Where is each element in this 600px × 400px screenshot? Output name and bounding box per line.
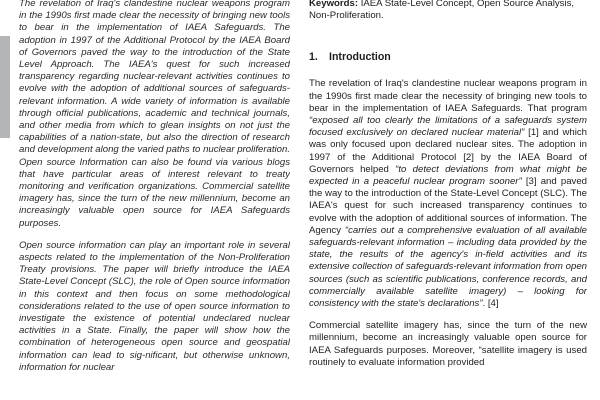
section-title: Introduction	[329, 51, 391, 64]
intro-p1-quote-2: “to detect deviations from what might be expected in a peaceful nuclear program sooner”	[309, 163, 587, 188]
intro-p1-text-g: . [4]	[482, 298, 499, 310]
abstract-column	[19, 0, 290, 400]
section-heading-introduction	[309, 51, 587, 64]
section-number: 1.	[309, 51, 318, 64]
introduction-paragraph-2: Commercial satellite imagery has, since the turn of the new millennium, become an increasingly valuable open source for IAEA Safeguards purposes. Moreover, “satellite imagery is used routinely to evaluate information provided	[309, 320, 587, 368]
introduction-paragraph-1	[309, 78, 587, 310]
keywords-text: IAEA State-Level Concept, Open Source Analysis, Non-Proliferation.	[309, 0, 575, 22]
keywords-label: Keywords:	[309, 0, 359, 9]
keywords-line	[309, 0, 587, 22]
intro-p1-text-e: [3] and paved the way to the introduction of the State-Level Concept (SLC). The IAEA's quest for such increased transparency continues to evolve with the adoption of additional sources of information. The Agency	[309, 176, 587, 236]
body-column	[309, 0, 587, 400]
intro-p1-quote-1: “exposed all too clearly the limitations of a safeguards system focused exclusively on declared nuclear material”	[309, 115, 587, 139]
abstract-paragraph-2: Open source information can play an important role in several aspects related to the implementation of the Non-Proliferation Treaty provisions. The paper will briefly introduce the IAEA State-Level Concept (SLC), the role of Open source information in this context and then focus on some methodological considerations related to the use of open source information to investigate the existence of potential undeclared nuclear activities in a State. Finally, the paper will show how the combination of heterogeneous open source and geospatial information can lead to sig-nificant, but otherwise unknown, information for nuclear	[19, 239, 290, 373]
section-tab-marker	[0, 36, 10, 138]
intro-p1-text-a: The revelation of Iraq's clandestine nuclear weapons program in the 1990s first made clear the necessity of bringing new tools to bear in the implementation of IAEA Safeguards. That program	[309, 78, 587, 114]
abstract-paragraph-1: The revelation of Iraq's clandestine nuclear weapons program in the 1990s first made clear the necessity of bringing new tools to bear in the implementation of IAEA Safeguards. The adoption in 1997 of the Additional Protocol by the IAEA Board of Governors paved the way to the introduction of the State Level Approach. The IAEA's quest for such increased transparency regarding nuclear-relevant activities continues to evolve with the adoption of additional sources of safeguards-relevant information. A wide variety of information is available through official publications, academic and technical journals, and other media from which to glean insights on not just the capabilities of a nation-state, but also the direction of research and development along the varied paths to nuclear proliferation. Open source Information can also be found via various blogs that have particular areas of interest relevant to treaty monitoring and verification organizations. Commercial satellite imagery has, since the turn of the new millennium, become an increasingly valuable open source for IAEA Safeguards purposes.	[19, 0, 290, 229]
intro-p1-text-c: [1] and which was only focused upon declared nuclear sites. The adoption in 1997 of the Additional Protocol [2] by the IAEA Board of Governors helped	[309, 127, 587, 175]
intro-p1-quote-3: “carries out a comprehensive evaluation of all available safeguards-relevant information – including data provided by the state, the results of the agency's in-field activities and its extensive collection of safeguards-relevant information from open sources (such as scientific publications, conference records, and commercially available satellite imagery) – looking for consistency with the state's declarations”	[309, 224, 587, 310]
